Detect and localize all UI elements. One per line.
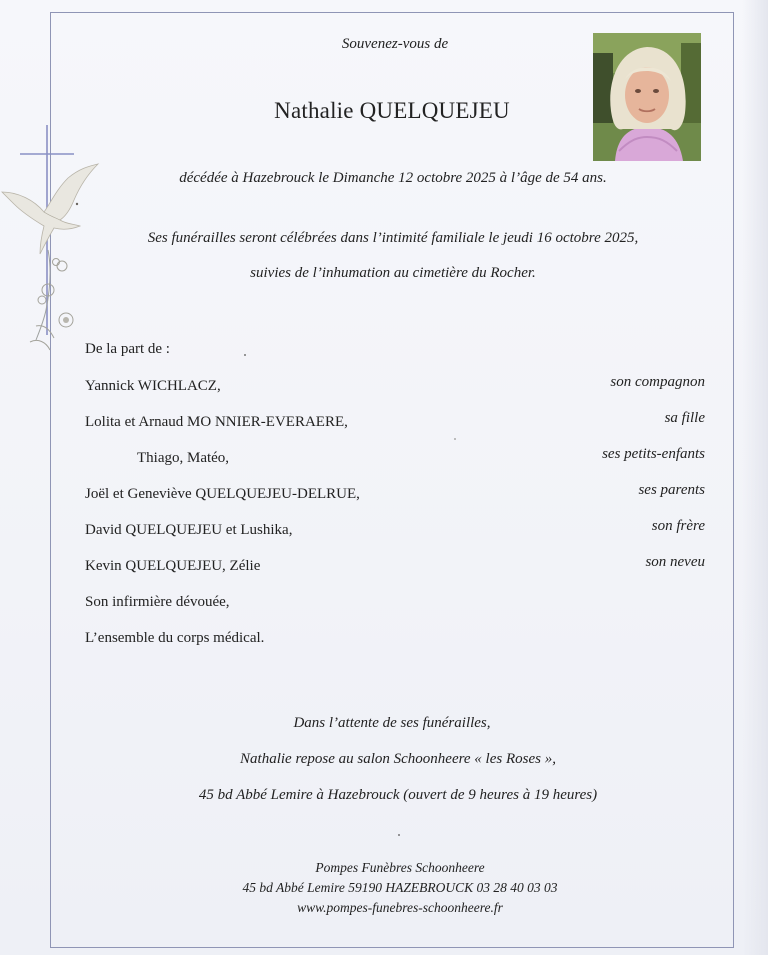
family-member-relation: son frère <box>651 518 705 534</box>
family-member-name: Kevin QUELQUEJEU, Zélie <box>85 558 261 574</box>
family-member-name: Lolita et Arnaud MO NNIER-EVERAERE, <box>85 414 348 430</box>
intro-text: Souvenez-vous de <box>341 36 449 52</box>
funeral-info-line-2: suivies de l’inhumation au cimetière du Rocher. <box>250 265 536 281</box>
family-member-name: Joël et Geneviève QUELQUEJEU-DELRUE, <box>85 486 360 502</box>
family-extra-line: L’ensemble du corps médical. <box>85 630 265 646</box>
funeral-home-name: Pompes Funèbres Schoonheere <box>315 860 485 875</box>
separator-dot <box>398 834 400 836</box>
deceased-name: Nathalie QUELQUEJEU <box>274 98 510 123</box>
family-member-relation: son neveu <box>645 554 705 570</box>
page-edge-shadow <box>742 0 768 955</box>
repose-line-3: 45 bd Abbé Lemire à Hazebrouck (ouvert de 9 heures à 19 heures) <box>198 787 598 803</box>
funeral-info-line-1: Ses funérailles seront célébrées dans l’intimité familiale le jeudi 16 octobre 2025, <box>147 230 639 246</box>
repose-line-1: Dans l’attente de ses funérailles, <box>293 715 491 731</box>
family-member-relation: ses petits-enfants <box>602 446 705 462</box>
repose-line-2: Nathalie repose au salon Schoonheere « les Roses », <box>240 751 556 767</box>
family-member-relation: ses parents <box>638 482 705 498</box>
funeral-home-address: 45 bd Abbé Lemire 59190 HAZEBROUCK 03 28 40 03 03 <box>242 880 558 895</box>
family-member-name: David QUELQUEJEU et Lushika, <box>85 522 293 538</box>
funeral-home-website[interactable]: www.pompes-funebres-schoonheere.fr <box>297 900 503 915</box>
family-member-name: Yannick WICHLACZ, <box>85 378 221 394</box>
scan-speck <box>244 354 246 356</box>
family-member-name: Thiago, Matéo, <box>137 450 230 466</box>
family-member-relation: sa fille <box>664 410 705 426</box>
family-intro: De la part de : <box>85 341 170 357</box>
family-extra-line: Son infirmière dévouée, <box>85 594 230 610</box>
family-member-relation: son compagnon <box>610 374 705 390</box>
death-notice: décédée à Hazebrouck le Dimanche 12 octobre 2025 à l’âge de 54 ans. <box>179 170 607 186</box>
scan-speck <box>454 438 456 440</box>
